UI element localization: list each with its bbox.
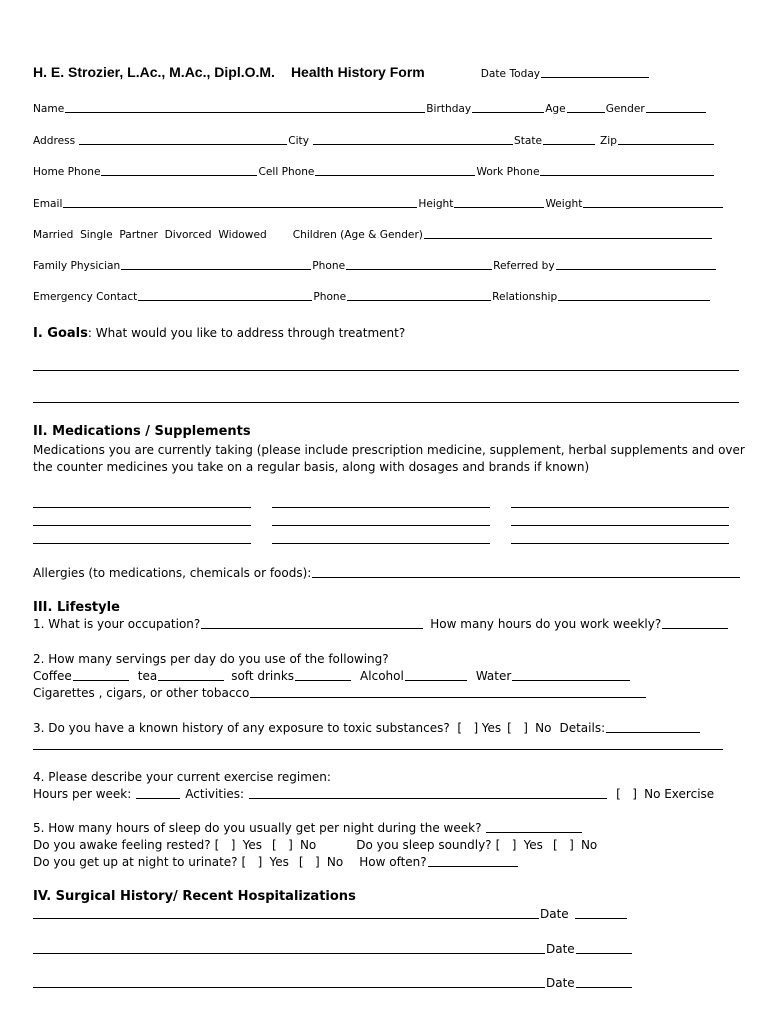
- activities-label: Activities:: [185, 787, 245, 801]
- exercise-row: [33, 787, 714, 801]
- work-phone-field[interactable]: [540, 174, 714, 176]
- physician-phone-field[interactable]: [346, 268, 492, 270]
- tea-label: tea: [137, 669, 158, 683]
- surgical-date-field[interactable]: [575, 917, 627, 919]
- no-exercise-checkbox[interactable]: [ ]: [616, 787, 637, 801]
- occupation-field[interactable]: [201, 627, 423, 629]
- allergies-field[interactable]: [312, 576, 740, 578]
- age-label: Age: [545, 103, 566, 115]
- relationship-label: Relationship: [492, 291, 558, 303]
- urinate-row: [33, 855, 519, 869]
- marital-row: [33, 229, 713, 241]
- tobacco-field[interactable]: [250, 696, 646, 698]
- surgical-date-field[interactable]: [576, 986, 632, 988]
- urinate-no-label: No: [326, 855, 344, 869]
- referred-by-field[interactable]: [556, 268, 716, 270]
- soft-drinks-label: soft drinks: [231, 669, 295, 683]
- alcohol-field[interactable]: [405, 679, 467, 681]
- medication-line[interactable]: [511, 525, 729, 526]
- family-physician-field[interactable]: [121, 268, 311, 270]
- soundly-yes-label: Yes: [523, 838, 543, 852]
- servings-question-row: [33, 652, 389, 666]
- birthday-field[interactable]: [472, 111, 544, 113]
- gender-label: Gender: [605, 103, 645, 115]
- age-field[interactable]: [567, 111, 605, 113]
- gender-field[interactable]: [646, 111, 706, 113]
- sleep-hours-field[interactable]: [486, 831, 582, 833]
- cell-phone-label: Cell Phone: [258, 166, 315, 178]
- surgical-entry-field[interactable]: [33, 917, 539, 919]
- goals-question: : What would you like to address through treatment?: [87, 326, 406, 340]
- lifestyle-heading: III. Lifestyle: [33, 600, 120, 615]
- how-often-label: How often?: [359, 855, 427, 869]
- soundly-yes-checkbox[interactable]: [ ]: [495, 838, 517, 852]
- zip-label: Zip: [600, 135, 617, 147]
- sleep-soundly-question: Do you sleep soundly?: [356, 838, 492, 852]
- urinate-no-checkbox[interactable]: [ ]: [298, 855, 320, 869]
- emergency-phone-label: Phone: [313, 291, 347, 303]
- tobacco-row: [33, 686, 647, 700]
- physician-phone-label: Phone: [312, 260, 346, 272]
- occupation-question: 1. What is your occupation?: [33, 617, 201, 631]
- how-often-field[interactable]: [428, 865, 518, 867]
- soundly-no-checkbox[interactable]: [ ]: [552, 838, 574, 852]
- emergency-contact-field[interactable]: [138, 299, 312, 301]
- referred-by-label: Referred by: [493, 260, 555, 272]
- medication-line[interactable]: [272, 507, 490, 508]
- zip-field[interactable]: [618, 143, 714, 145]
- surgical-date-label: Date: [546, 942, 575, 956]
- medications-instructions-text-2: the counter medicines you take on a regular basis, along with dosages and brands if known): [33, 460, 590, 474]
- alcohol-label: Alcohol: [360, 669, 404, 683]
- tea-field[interactable]: [158, 679, 224, 681]
- practitioner-name: H. E. Strozier, L.Ac., M.Ac., Dipl.O.M.: [33, 64, 275, 80]
- goals-heading: I. Goals: [33, 326, 88, 341]
- surgical-date-label: Date: [546, 976, 575, 990]
- city-field[interactable]: [313, 143, 513, 145]
- sleep-question: 5. How many hours of sleep do you usually get per night during the week?: [33, 821, 482, 835]
- medications-instructions-1: [33, 443, 745, 457]
- rested-yes-label: Yes: [242, 838, 262, 852]
- family-physician-label: Family Physician: [33, 260, 121, 272]
- servings-row: [33, 669, 631, 683]
- rested-no-label: No: [299, 838, 317, 852]
- medications-heading: II. Medications / Supplements: [33, 424, 251, 439]
- surgical-entry-field[interactable]: [33, 986, 545, 988]
- form-header: [33, 64, 650, 80]
- coffee-field[interactable]: [73, 679, 129, 681]
- soundly-no-label: No: [580, 838, 598, 852]
- work-hours-question: How many hours do you work weekly?: [430, 617, 662, 631]
- goals-heading-row: [33, 326, 405, 341]
- tobacco-label: Cigarettes , cigars, or other tobacco: [33, 686, 250, 700]
- email-field[interactable]: [63, 206, 417, 208]
- lifestyle-heading-row: [33, 600, 120, 615]
- physician-row: [33, 260, 717, 272]
- date-today-field[interactable]: [541, 76, 649, 78]
- relationship-field[interactable]: [558, 299, 710, 301]
- surgical-row: [33, 907, 628, 921]
- children-field[interactable]: [424, 237, 712, 239]
- medication-line[interactable]: [272, 525, 490, 526]
- allergies-label: Allergies (to medications, chemicals or foods):: [33, 566, 312, 580]
- work-phone-label: Work Phone: [476, 166, 540, 178]
- surgical-date-field[interactable]: [576, 952, 632, 954]
- home-phone-field[interactable]: [101, 174, 257, 176]
- urinate-yes-checkbox[interactable]: [ ]: [241, 855, 263, 869]
- exercise-question: 4. Please describe your current exercise regimen:: [33, 770, 331, 784]
- sleep-rested-row: [33, 838, 597, 852]
- medication-line[interactable]: [272, 543, 490, 544]
- form-title: Health History Form: [290, 64, 425, 80]
- goals-line-2[interactable]: [33, 402, 739, 403]
- toxic-details-line[interactable]: [33, 749, 723, 750]
- rested-no-checkbox[interactable]: [ ]: [271, 838, 293, 852]
- cell-phone-field[interactable]: [315, 174, 475, 176]
- toxic-details-label: Details:: [559, 721, 606, 735]
- surgical-heading-row: [33, 889, 356, 904]
- medication-line[interactable]: [33, 525, 251, 526]
- date-today-label: Date Today: [480, 68, 541, 80]
- sleep-question-row: [33, 821, 583, 835]
- awake-rested-question: Do you awake feeling rested?: [33, 838, 211, 852]
- work-hours-field[interactable]: [662, 627, 728, 629]
- children-label: Children (Age & Gender): [292, 229, 423, 241]
- surgical-heading: IV. Surgical History/ Recent Hospitalizations: [33, 889, 356, 904]
- weight-label: Weight: [545, 198, 583, 210]
- address-label: Address: [33, 135, 76, 147]
- emergency-phone-field[interactable]: [347, 299, 491, 301]
- home-phone-label: Home Phone: [33, 166, 101, 178]
- medication-line[interactable]: [511, 507, 729, 508]
- medications-instructions-2: [33, 460, 589, 474]
- hours-per-week-label: Hours per week:: [33, 787, 132, 801]
- medications-instructions-text-1: Medications you are currently taking (please include prescription medicine, supplement, herbal supplements and over: [33, 443, 745, 457]
- name-label: Name: [33, 103, 65, 115]
- email-row: [33, 198, 724, 210]
- name-row: [33, 103, 707, 115]
- servings-question: 2. How many servings per day do you use of the following?: [33, 652, 389, 666]
- marital-options[interactable]: Married Single Partner Divorced Widowed: [33, 229, 267, 241]
- hours-per-week-field[interactable]: [136, 797, 180, 799]
- surgical-entry-field[interactable]: [33, 952, 545, 954]
- medications-heading-row: [33, 424, 251, 439]
- soft-drinks-field[interactable]: [295, 679, 351, 681]
- surgical-row: [33, 942, 633, 956]
- toxic-yes-label: Yes: [481, 721, 502, 735]
- name-field[interactable]: [65, 111, 425, 113]
- toxic-row: [33, 721, 701, 735]
- birthday-label: Birthday: [426, 103, 472, 115]
- water-label: Water: [475, 669, 512, 683]
- urinate-question: Do you get up at night to urinate?: [33, 855, 238, 869]
- toxic-yes-checkbox[interactable]: [ ]: [449, 721, 479, 735]
- water-field[interactable]: [512, 679, 630, 681]
- toxic-no-label: No: [535, 721, 552, 735]
- exercise-question-row: [33, 770, 331, 784]
- medication-line[interactable]: [33, 543, 251, 544]
- toxic-no-checkbox[interactable]: [ ]: [507, 721, 528, 735]
- coffee-label: Coffee: [33, 669, 72, 683]
- no-exercise-label: No Exercise: [644, 787, 715, 801]
- email-label: Email: [33, 198, 63, 210]
- toxic-details-field[interactable]: [606, 731, 700, 733]
- emergency-row: [33, 291, 711, 303]
- medication-line[interactable]: [33, 507, 251, 508]
- surgical-row: [33, 976, 633, 990]
- surgical-date-label: Date: [540, 907, 569, 921]
- height-field[interactable]: [454, 206, 544, 208]
- urinate-yes-label: Yes: [269, 855, 289, 869]
- occupation-row: [33, 617, 729, 631]
- toxic-question: 3. Do you have a known history of any exposure to toxic substances?: [33, 721, 450, 735]
- height-label: Height: [418, 198, 454, 210]
- medication-line[interactable]: [511, 543, 729, 544]
- allergies-row: [33, 566, 741, 580]
- state-field[interactable]: [543, 143, 595, 145]
- goals-line-1[interactable]: [33, 370, 739, 371]
- city-label: City: [288, 135, 309, 147]
- state-label: State: [513, 135, 543, 147]
- address-row: [33, 135, 715, 147]
- weight-field[interactable]: [583, 206, 723, 208]
- address-field[interactable]: [79, 143, 287, 145]
- phones-row: [33, 166, 715, 178]
- emergency-contact-label: Emergency Contact: [33, 291, 138, 303]
- activities-field[interactable]: [249, 797, 607, 799]
- rested-yes-checkbox[interactable]: [ ]: [214, 838, 236, 852]
